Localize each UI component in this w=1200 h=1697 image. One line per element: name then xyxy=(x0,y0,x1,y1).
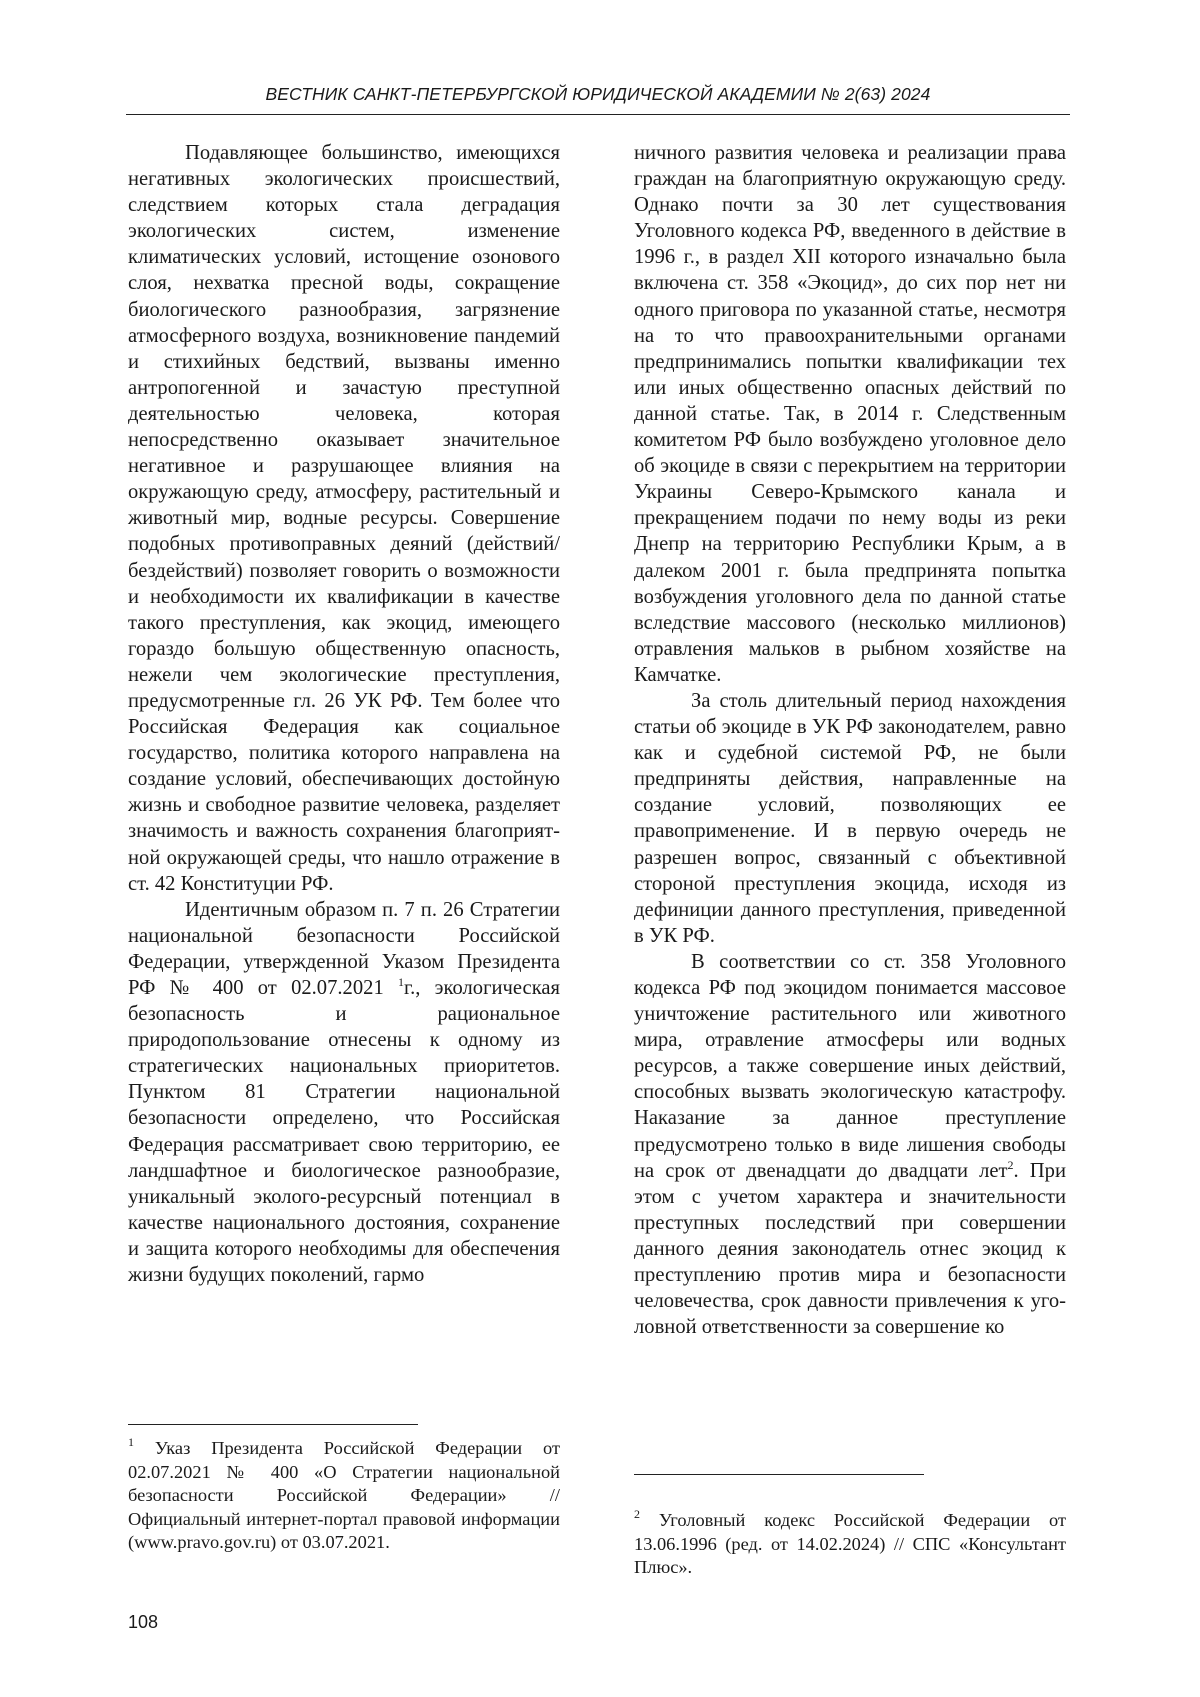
paragraph-text: . При этом с учетом характера и значительности преступных последствий при совершении данного деяния законодатель отнес экоцид к преступлению против мира и безопасности человечества, срок давности привлечения к уголовной ответственности за совершение ко xyxy=(634,1159,1066,1339)
page-number: 108 xyxy=(128,1612,159,1632)
right-column xyxy=(634,140,1066,1340)
paragraph xyxy=(634,949,1066,1340)
paragraph-text: Идентичным образом п. 7 п. 26 Стратегии национальной безопасности Российской Федерации, утвержденной Указом Президента РФ № 400 от 02.07.2021 xyxy=(128,898,560,999)
paragraph: ничного развития человека и реализации права граждан на благоприятную окружающую среду. Однако почти за 30 лет существования Уголовного кодекса РФ, введенного в действие в 1996 г., в раздел XII которого изначально была включена ст. 358 «Экоцид», до сих пор нет ни одного приговора по указанной статье, несмотря на то что правоохранительными органами предпринимались попытки квалификации тех или иных общественно опасных действий по данной статье. Так, в 2014 г. Следственным комитетом РФ было возбуждено уголовное дело об экоциде в связи с перекрытием на территории Украины Северо-Крымского канала и прекращением подачи по нему воды из реки Днепр на территорию Республики Крым, а в далеком 2001 г. была предпринята попытка возбуждения уголовного дела по данной статье вследствие массового (несколько миллионов) отравления мальков в рыбном хозяйстве на Камчатке. xyxy=(634,142,1066,686)
paragraph: Подавляющее большинство, имеющихся негативных экологических происшествий, следствием которых стала деградация экологических систем, изменение климатических условий, истощение озонового слоя, нехватка пресной воды, сокращение биологического разнообразия, загрязнение атмосферного воздуха, возникновение пандемий и стихийных бедствий, вызваны именно антропогенной и зачастую преступной деятельностью человека, которая непосредственно оказывает значительное негативное и разрушающее влияния на окружающую среду, атмосферу, растительный и животный мир, водные ресурсы. Совершение подобных противоправных деяний (действий/бездействий) позволяет говорить о возможности и необходимости их квалификации в качестве такого преступления, как экоцид, имеющего гораздо большую общественную опасность, нежели чем экологические преступления, предусмотренные гл. 26 УК РФ. Тем более что Российская Федерация как социальное государство, политика которого направлена на создание условий, обеспечивающих достойную жизнь и свободное развитие человека, разделяет значимость и важность сохранения благоприятной окружающей среды, что нашло отражение в ст. 42 Конституции РФ. xyxy=(128,142,560,895)
paragraph: За столь длительный период нахождения статьи об экоциде в УК РФ законодателем, равно как и судебной системой РФ, не были предприняты действия, направленные на создание условий, позволяющих ее правоприменение. И в первую очередь не разрешен вопрос, связанный с объективной стороной преступления экоцида, исходя из дефиниции данного преступления, приведенной в УК РФ. xyxy=(634,689,1066,947)
footnote-1 xyxy=(128,1437,560,1555)
footnote-rule xyxy=(634,1474,924,1475)
footnote-rule xyxy=(128,1424,418,1425)
paragraph-text: В соответствии со ст. 358 Уголовного кодекса РФ под экоцидом понимается массовое уничтожение растительного или животного мира, отравление атмосферы или водных ресурсов, а также совершение иных действий, способных вызвать экологическую катастрофу. Наказание за данное преступление предусмотрено только в виде лишения свободы на срок от двенадцати до двадцати лет xyxy=(634,950,1066,1182)
footnote-ref: 1 xyxy=(398,975,404,989)
header-rule xyxy=(126,114,1070,115)
footnote-text: Уголовный кодекс Российской Федерации от 13.06.1996 (ред. от 14.02.2024) // СПС «Консультант Плюс». xyxy=(634,1510,1066,1578)
footnote-mark: 1 xyxy=(128,1435,134,1449)
footnote-2 xyxy=(634,1509,1066,1580)
footnote-text: Указ Президента Российской Федерации от 02.07.2021 № 400 «О Стратегии национальной безопасности Российской Федерации» // Официальный интернет-портал правовой информации (www.pravo.gov.ru) от 03.07.2021. xyxy=(128,1438,560,1553)
running-header: ВЕСТНИК САНКТ-ПЕТЕРБУРГСКОЙ ЮРИДИЧЕСКОЙ АКАДЕМИИ № 2(63) 2024 xyxy=(265,84,931,104)
footnote-ref: 2 xyxy=(1007,1157,1014,1172)
left-column xyxy=(128,140,560,1288)
paragraph-text: г., экологическая безопасность и рациональное природопользование отнесены к одному из стратегических национальных приоритетов. Пунктом 81 Стратегии национальной безопасности определено, что Российская Федерация рассматривает свою территорию, ее ландшафтное и биологическое разнообразие, уникальный эколого-ресурсный потенциал в качестве национального достояния, сохранение и защита которого необходимы для обеспечения жизни будущих поколений, гармо xyxy=(128,977,560,1287)
paragraph xyxy=(128,897,560,1288)
footnote-mark: 2 xyxy=(634,1507,640,1521)
